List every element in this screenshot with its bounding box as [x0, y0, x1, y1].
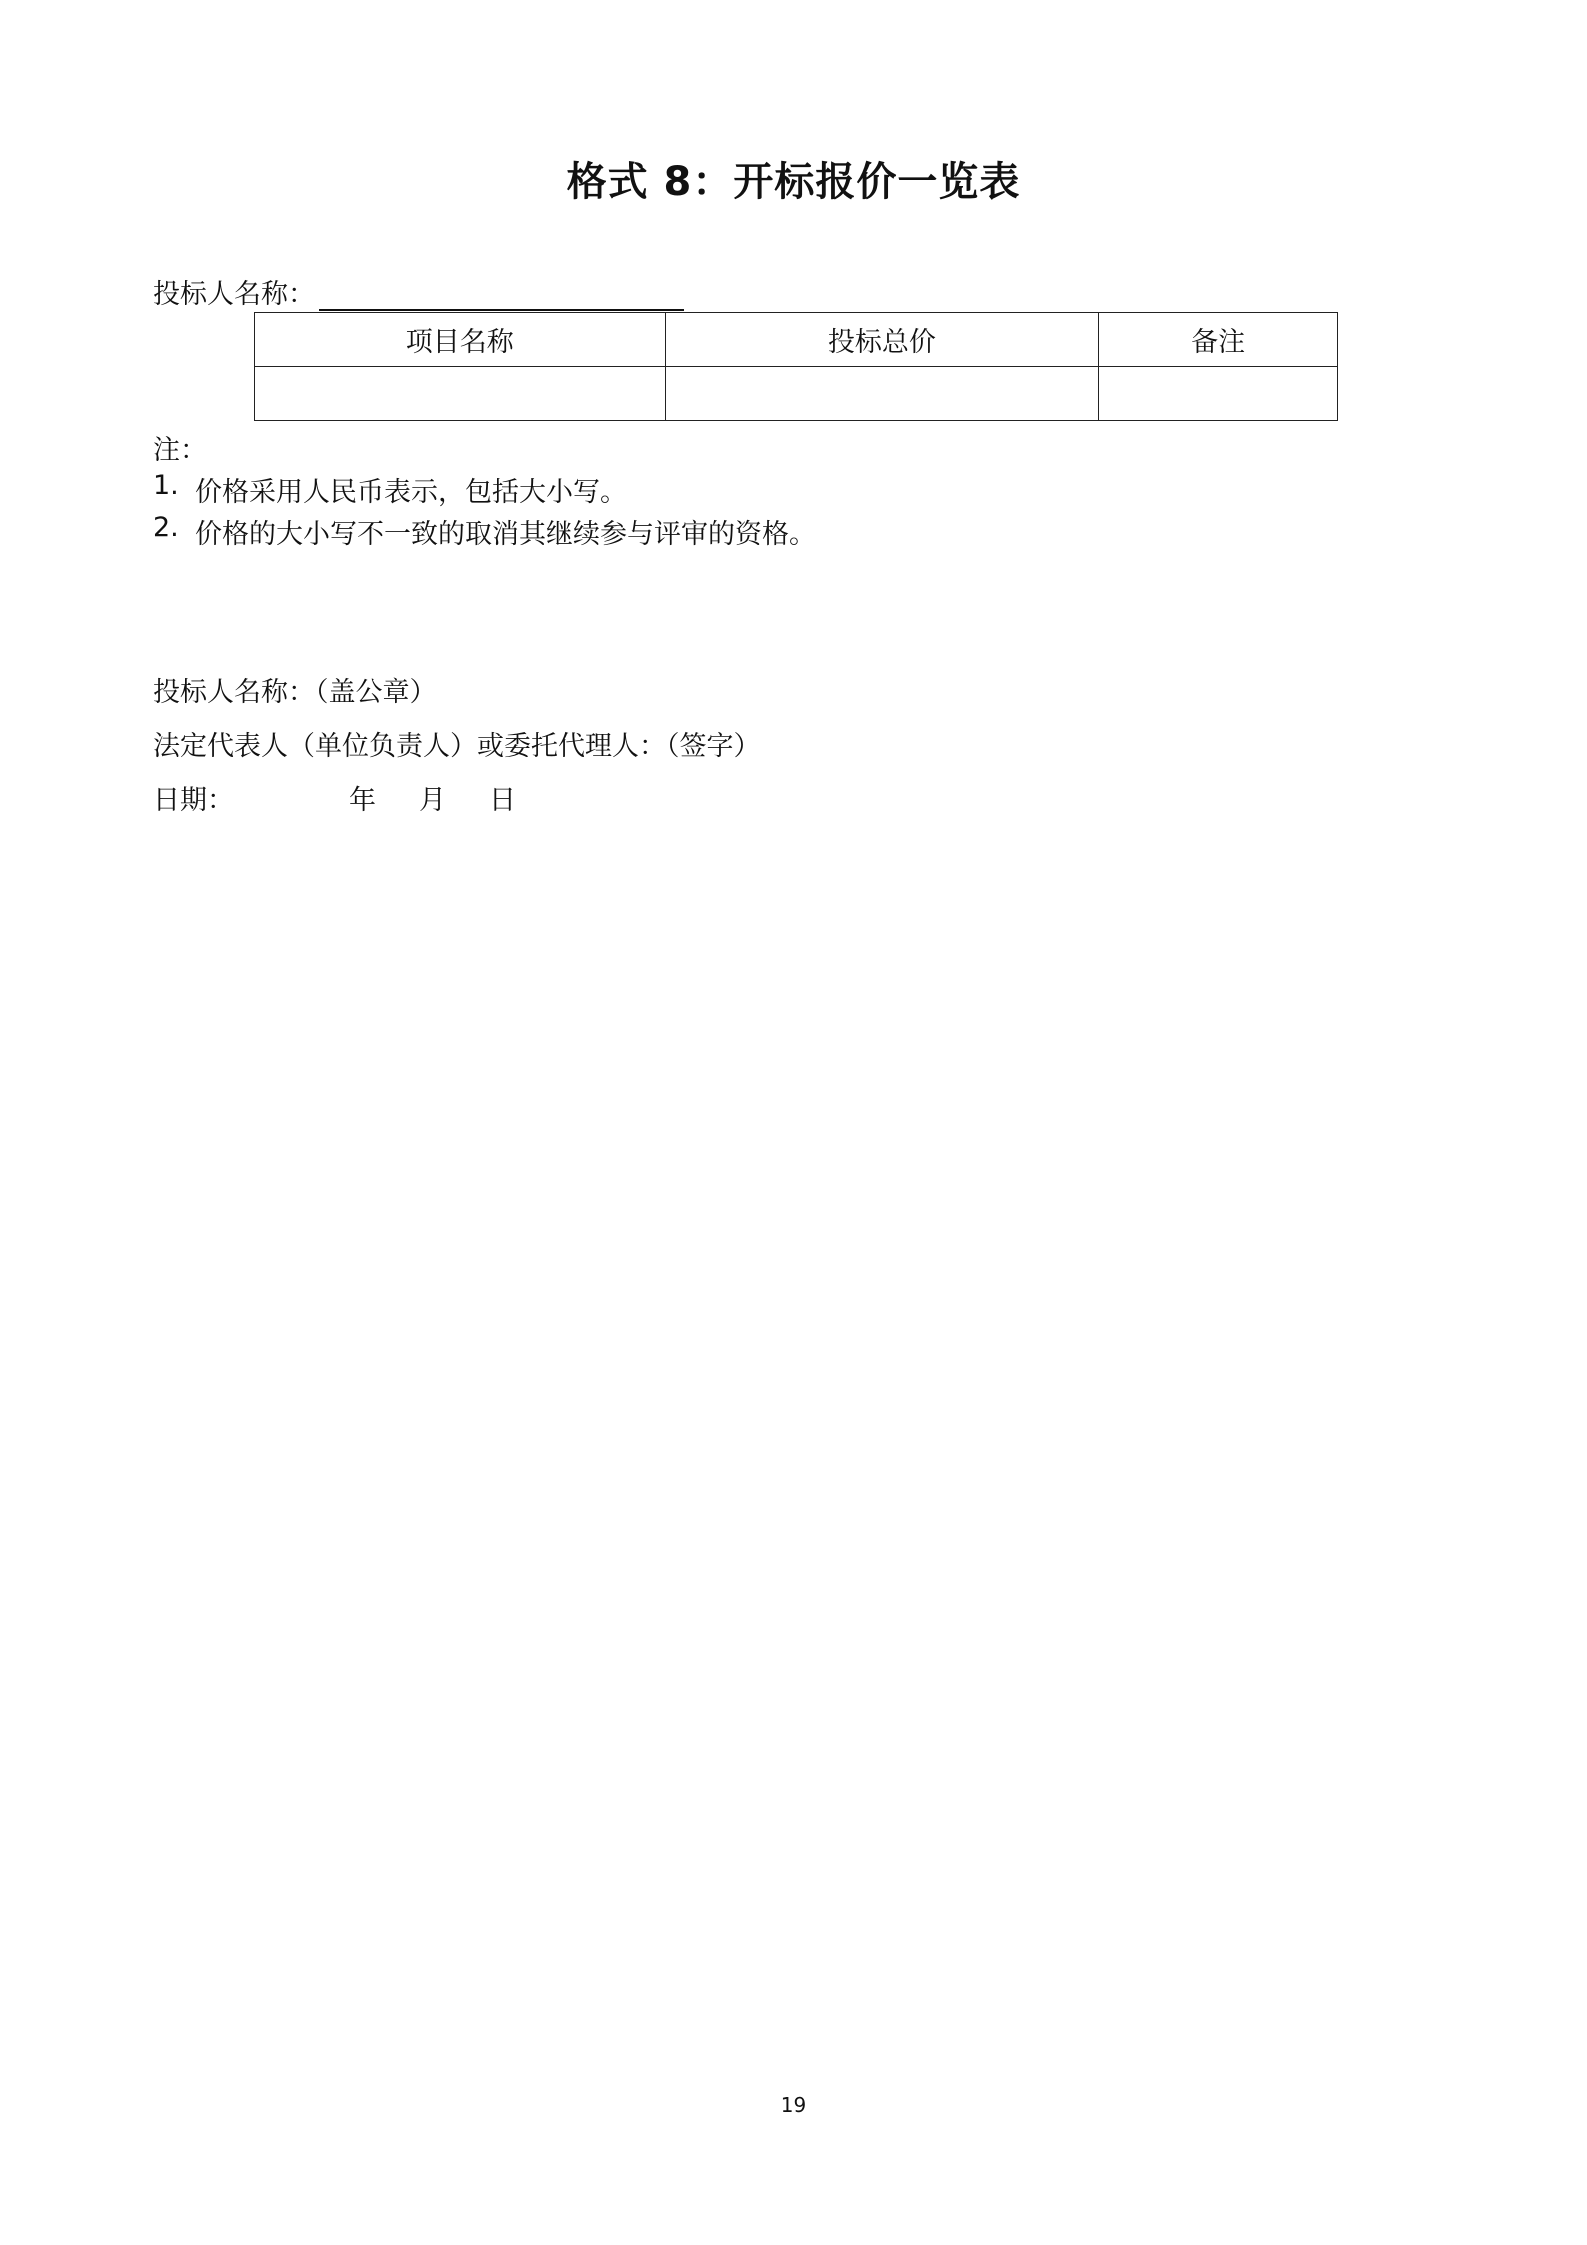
page-title: 格式 8：开标报价一览表 [566, 159, 1021, 205]
note-item-2 [153, 512, 816, 551]
note-item-1 [153, 470, 627, 509]
table-header-row [255, 313, 1338, 367]
date-month: 月 [419, 785, 446, 816]
notes-heading: 注： [153, 435, 207, 466]
bidder-name-label: 投标人名称： [153, 279, 315, 310]
signature-date-line [153, 778, 559, 817]
header-project-name: 项目名称 [255, 313, 666, 367]
signature-representative-line: 法定代表人（单位负责人）或委托代理人：（签字） [153, 731, 761, 762]
bidder-name-line [153, 272, 684, 311]
cell-total-price [665, 367, 1099, 421]
note-text: 价格的大小写不一致的取消其继续参与评审的资格。 [195, 519, 816, 550]
note-text: 价格采用人民币表示，包括大小写。 [195, 477, 627, 508]
note-number: 2. [153, 512, 179, 543]
header-remarks: 备注 [1099, 313, 1338, 367]
cell-project-name [255, 367, 666, 421]
note-number: 1. [153, 470, 179, 501]
bidder-name-blank [319, 279, 684, 311]
date-label: 日期： [153, 785, 234, 816]
header-total-price: 投标总价 [665, 313, 1099, 367]
page-number: 19 [780, 2093, 807, 2117]
table-row [255, 367, 1338, 421]
date-year: 年 [349, 785, 376, 816]
bid-quote-table [254, 312, 1338, 421]
signature-bidder-line: 投标人名称：（盖公章） [153, 677, 437, 708]
cell-remarks [1099, 367, 1338, 421]
date-day: 日 [489, 785, 516, 816]
